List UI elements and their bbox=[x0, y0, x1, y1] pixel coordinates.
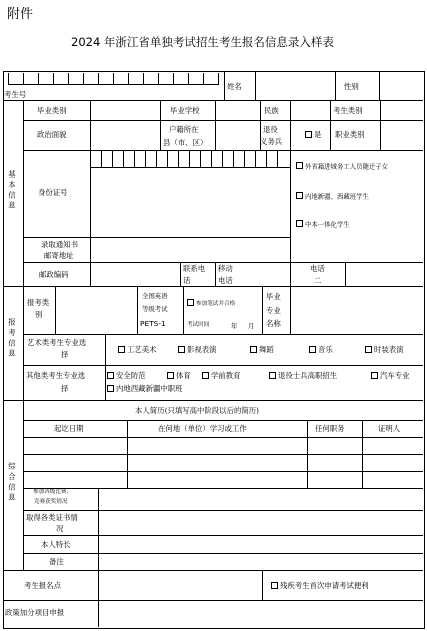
major-label-line3: 名称 bbox=[266, 319, 281, 328]
cert-label-line1: 取得各类证书情 bbox=[26, 513, 78, 522]
mobile-label-line2: 电话 bbox=[218, 276, 233, 285]
dance-checkbox[interactable] bbox=[250, 346, 257, 353]
migrant-children-checkbox[interactable] bbox=[296, 162, 303, 169]
pets-label-line2: 等级考试 bbox=[142, 305, 168, 313]
ethnicity-label: 民族 bbox=[264, 106, 279, 115]
fashion-checkbox[interactable] bbox=[365, 346, 372, 353]
art-option-film[interactable]: 影视表演 bbox=[178, 346, 217, 354]
tel2-label-line1: 电话 bbox=[310, 264, 325, 273]
col-place-header: 在何地（单位）学习或工作 bbox=[158, 424, 247, 433]
resume-heading: 本人简历(只填写高中阶段以后的简历) bbox=[135, 406, 260, 415]
gender-label: 性别 bbox=[344, 82, 359, 91]
notice-address-label-line1: 录取通知书 bbox=[41, 240, 78, 249]
art-option-crafts[interactable]: 工艺美术 bbox=[118, 346, 157, 354]
integrated-checkbox[interactable] bbox=[296, 220, 303, 227]
attachment-label: 附件 bbox=[7, 7, 34, 22]
tel2-label-line2: 二 bbox=[314, 276, 322, 285]
art-option-dance[interactable]: 舞蹈 bbox=[250, 346, 274, 354]
grad-type-label: 毕业类别 bbox=[37, 106, 67, 115]
disabled-option[interactable]: 残疾考生首次申请考试便利 bbox=[271, 582, 369, 590]
pets-passed-checkbox[interactable] bbox=[187, 299, 194, 306]
job-type-label: 职业类别 bbox=[335, 130, 365, 139]
option-xinjiang-tibet[interactable]: 内地新疆、西藏班学生 bbox=[296, 193, 369, 200]
art-option-fashion[interactable]: 时装表演 bbox=[365, 346, 404, 354]
automotive-checkbox[interactable] bbox=[371, 372, 378, 379]
sports-checkbox[interactable] bbox=[167, 372, 174, 379]
id-card-label: 身份证号 bbox=[38, 188, 68, 197]
section-general-info: 综合信息 bbox=[7, 462, 17, 504]
candidate-type-label: 考生类别 bbox=[333, 106, 363, 115]
military-yes-option[interactable]: 是 bbox=[305, 131, 321, 139]
exam-site-label: 考生报名点 bbox=[24, 581, 61, 590]
crafts-checkbox[interactable] bbox=[118, 346, 125, 353]
pets-year-label: 年 bbox=[231, 322, 238, 330]
pets-label-line3: PETS-1 bbox=[140, 319, 166, 328]
section-basic-info: 基本信息 bbox=[7, 170, 17, 212]
pets-passed-option[interactable]: 参加笔试并合格 bbox=[187, 300, 235, 308]
grad-school-label: 毕业学校 bbox=[170, 106, 200, 115]
hukou-label-line1: 户籍所在 bbox=[169, 125, 199, 134]
postcode-label: 邮政编码 bbox=[39, 270, 69, 279]
pets-label-line1: 全国英语 bbox=[142, 292, 168, 300]
military-label-line1: 退役 bbox=[263, 125, 278, 134]
preschool-checkbox[interactable] bbox=[202, 372, 209, 379]
talent-label: 本人特长 bbox=[41, 540, 71, 549]
other-major-label-line2: 择 bbox=[61, 384, 69, 393]
name-label: 姓名 bbox=[227, 82, 242, 91]
art-major-label-line1: 艺术类考生专业选 bbox=[27, 338, 87, 347]
other-option-security[interactable]: 安全防范 bbox=[107, 372, 146, 380]
notes-label: 备注 bbox=[49, 557, 64, 566]
hukou-label-line2: 县（市、区） bbox=[163, 138, 208, 147]
contest-label-line1: 参加各级比赛、 bbox=[33, 489, 73, 495]
col-witness-header: 证明人 bbox=[378, 424, 401, 433]
option-integrated[interactable]: 中本一体化学生 bbox=[296, 221, 350, 228]
cert-label-line2: 况 bbox=[56, 524, 64, 533]
veterans-checkbox[interactable] bbox=[269, 372, 276, 379]
art-option-music[interactable]: 音乐 bbox=[309, 346, 333, 354]
section-application-info: 报考信息 bbox=[7, 318, 17, 360]
col-role-header: 任何职务 bbox=[315, 424, 345, 433]
other-option-automotive[interactable]: 汽车专业 bbox=[371, 372, 410, 380]
other-option-preschool[interactable]: 学前教育 bbox=[202, 372, 241, 380]
military-label-line2: 义务兵 bbox=[260, 137, 283, 146]
political-label: 政治面貌 bbox=[37, 130, 67, 139]
other-option-inland-class[interactable]: 内地西藏新疆中职班 bbox=[107, 385, 183, 393]
page-title: 2024 年浙江省单独考试招生考生报名信息录入样表 bbox=[71, 35, 334, 49]
security-checkbox[interactable] bbox=[107, 372, 114, 379]
major-label-line1: 毕业 bbox=[266, 292, 281, 301]
music-checkbox[interactable] bbox=[309, 346, 316, 353]
other-option-sports[interactable]: 体育 bbox=[167, 372, 191, 380]
art-major-label-line2: 择 bbox=[61, 350, 69, 359]
other-option-veterans[interactable]: 退役士兵高职招生 bbox=[269, 372, 337, 380]
other-major-label-line1: 其他类考生专业选 bbox=[26, 371, 86, 380]
inland-class-checkbox[interactable] bbox=[107, 385, 114, 392]
major-label-line2: 专业 bbox=[266, 306, 281, 315]
mobile-label-line1: 移动 bbox=[218, 264, 233, 273]
xinjiang-tibet-checkbox[interactable] bbox=[296, 192, 303, 199]
pets-time-label: 考试时间 bbox=[187, 322, 210, 328]
bonus-label: 政策加分项目申报 bbox=[5, 608, 65, 617]
military-yes-checkbox[interactable] bbox=[305, 131, 312, 138]
disabled-checkbox[interactable] bbox=[271, 582, 278, 589]
apply-type-label-line2: 别 bbox=[35, 310, 43, 319]
option-migrant-children[interactable]: 外省籍进城务工人员随迁子女 bbox=[296, 163, 388, 170]
contest-label-line2: 竞赛获奖情况 bbox=[34, 499, 68, 505]
exam-no-label: 考生号 bbox=[4, 90, 27, 99]
film-checkbox[interactable] bbox=[178, 346, 185, 353]
apply-type-label-line1: 报考类 bbox=[27, 298, 50, 307]
notice-address-label-line2: 邮寄地址 bbox=[44, 251, 74, 260]
phone-label-line2: 话 bbox=[183, 276, 191, 285]
pets-month-label: 月 bbox=[248, 322, 255, 330]
phone-label-line1: 联系电 bbox=[183, 264, 206, 273]
col-dates-header: 起讫日期 bbox=[54, 424, 84, 433]
